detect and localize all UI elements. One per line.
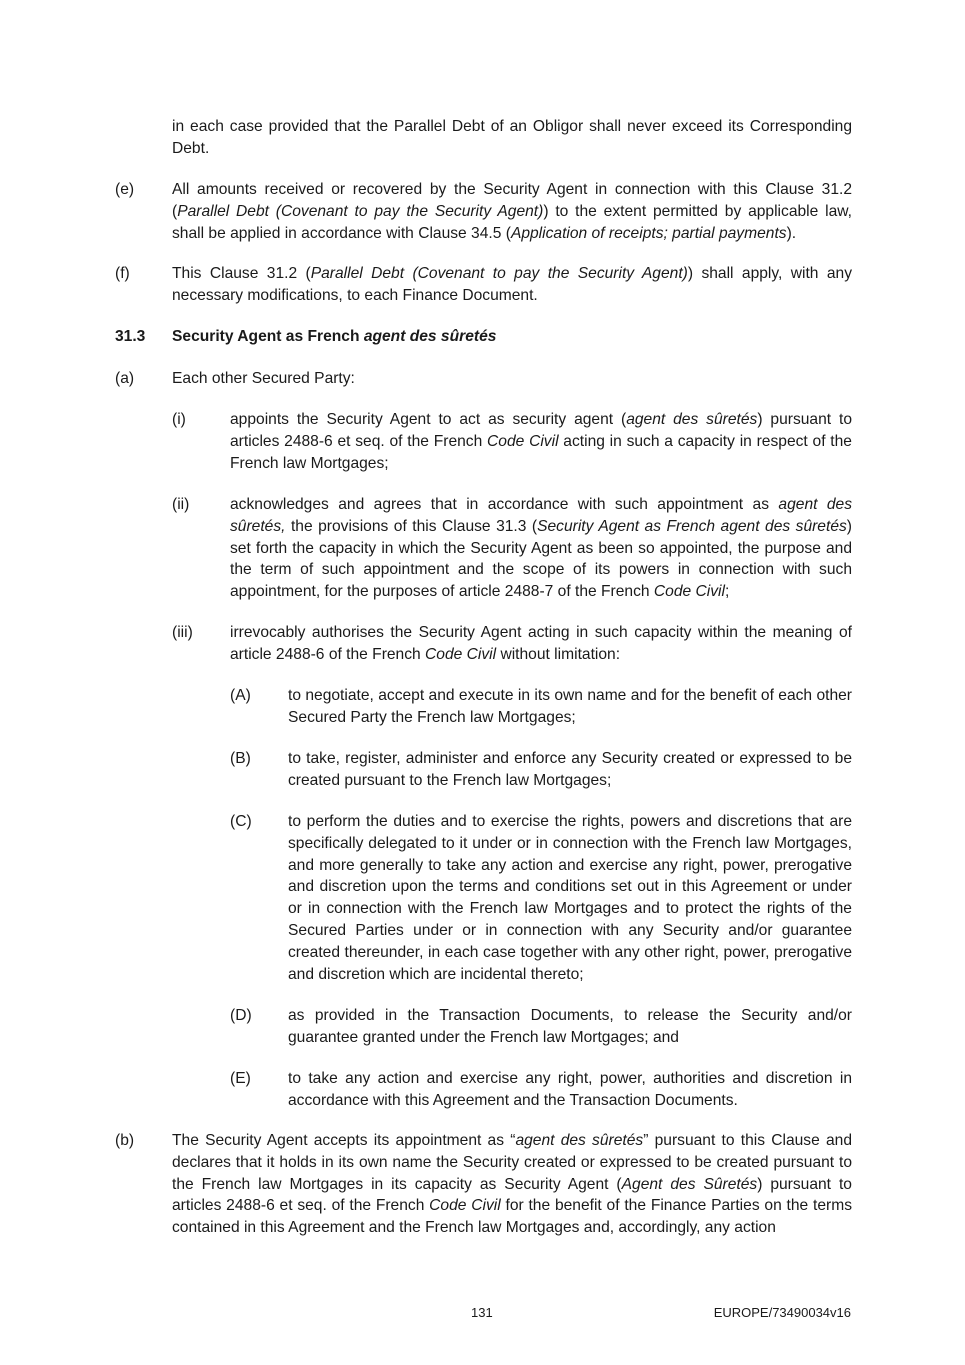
- item-c-text: to perform the duties and to exercise the rights, powers and discretions that are specifically delegated to it under or in connection with the French law Mortgages, and more generally to take any action and exercise any right, power, prerogative and discretion upon the terms and conditions set out in this Agreement or under or in connection with the French law Mortgages and to protect the rights of the Secured Parties under or in connection with any Security and/or guarantee created thereunder, in each case together with any other right, power, prerogative and discretion which are incidental thereto;: [288, 813, 852, 983]
- item-b-label: (B): [230, 750, 251, 767]
- sub-iii-text: irrevocably authorises the Security Agent acting in such capacity within the meaning of article 2488-6 of the French Code Civil without limitation:: [230, 624, 852, 663]
- page-number: 131: [471, 1305, 493, 1320]
- para-b-text: The Security Agent accepts its appointment as “agent des sûretés” pursuant to this Clause and declares that it holds in its own name the Security created or expressed to be created pursuant to the French law Mortgages in its capacity as Security Agent (Agent des Sûretés) pursuant to articles 2488-6 et seq. of the French Code Civil for the benefit of the Finance Parties on the terms contained in this Agreement and the French law Mortgages and, accordingly, any action: [172, 1132, 853, 1237]
- para-e-text: All amounts received or recovered by the Security Agent in connection with this Clause 31.2 (Parallel Debt (Covenant to pay the Security Agent)) to the extent permitted by applicable law, shall be applied in accordance with Clause 34.5 (Application of receipts; partial payments).: [172, 181, 852, 242]
- sub-i-text: appoints the Security Agent to act as security agent (agent des sûretés) pursuant to articles 2488-6 et seq. of the French Code Civil acting in such a capacity in respect of the French law Mortgages;: [230, 411, 852, 472]
- item-c-label: (C): [230, 813, 252, 830]
- sub-ii-text: acknowledges and agrees that in accordance with such appointment as agent des sûretés, the provisions of this Clause 31.3 (Security Agent as French agent des sûretés) set forth the capacity in which the Security Agent as been so appointed, the purpose and the term of such appointment and the scope of its powers in connection with such appointment, for the purposes of article 2488-7 of the French Code Civil;: [230, 496, 853, 601]
- para-b-label: (b): [115, 1132, 135, 1149]
- item-d-label: (D): [230, 1007, 252, 1024]
- item-b-text: to take, register, administer and enforce any Security created or expressed to be created pursuant to the French law Mortgages;: [288, 750, 852, 789]
- continuation-paragraph: in each case provided that the Parallel Debt of an Obligor shall never exceed its Corresponding Debt.: [172, 118, 852, 157]
- para-a-label: (a): [115, 370, 135, 387]
- item-a-text: to negotiate, accept and execute in its own name and for the benefit of each other Secured Party the French law Mortgages;: [288, 687, 852, 726]
- para-f-text: This Clause 31.2 (Parallel Debt (Covenant to pay the Security Agent)) shall apply, with any necessary modifications, to each Finance Document.: [172, 265, 853, 304]
- para-a-text: Each other Secured Party:: [172, 370, 355, 387]
- section-heading: Security Agent as French agent des sûretés: [172, 328, 497, 345]
- item-a-label: (A): [230, 687, 251, 704]
- document-reference: EUROPE/73490034v16: [713, 1305, 851, 1320]
- item-e-text: to take any action and exercise any right, power, authorities and discretion in accordance with this Agreement and the Transaction Documents.: [288, 1070, 852, 1109]
- section-number: 31.3: [115, 328, 146, 345]
- item-e-label: (E): [230, 1070, 251, 1087]
- item-d-text: as provided in the Transaction Documents, to release the Security and/or guarantee granted under the French law Mortgages; and: [288, 1007, 852, 1046]
- para-f-label: (f): [115, 265, 130, 282]
- sub-ii-label: (ii): [172, 496, 190, 513]
- sub-iii-label: (iii): [172, 624, 193, 641]
- sub-i-label: (i): [172, 411, 186, 428]
- para-e-label: (e): [115, 181, 135, 198]
